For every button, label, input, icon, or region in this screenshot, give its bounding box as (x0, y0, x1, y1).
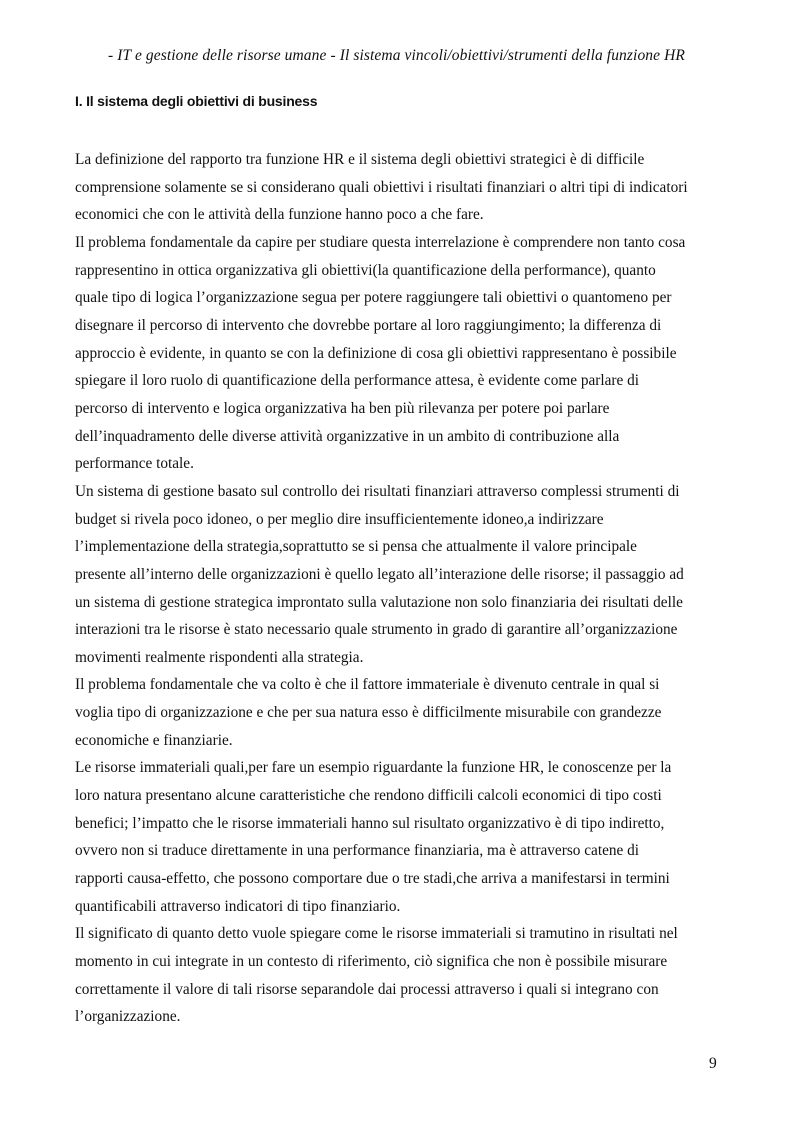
body-line: Le risorse immateriali quali,per fare un esempio riguardante la funzione HR, le conoscenze per la (75, 759, 672, 777)
body-line: budget si rivela poco idoneo, o per meglio dire insufficientemente idoneo,a indirizzare (75, 510, 604, 528)
section-title: I. Il sistema degli obiettivi di business (75, 93, 318, 109)
body-line: voglia tipo di organizzazione e che per sua natura esso è difficilmente misurabile con grandezze (75, 704, 662, 722)
body-line: l’organizzazione. (75, 1008, 181, 1026)
body-line: correttamente il valore di tali risorse separandole dai processi attraverso i quali si integrano con (75, 980, 659, 998)
body-line: quantificabili attraverso indicatori di tipo finanziario. (75, 897, 401, 915)
body-line: La definizione del rapporto tra funzione HR e il sistema degli obiettivi strategici è di difficile (75, 151, 645, 168)
body-line: performance totale. (75, 455, 194, 473)
body-line: l’implementazione della strategia,soprattutto se si pensa che attualmente il valore principale (75, 538, 637, 556)
body-line: approccio è evidente, in quanto se con la definizione di cosa gli obiettivi rappresentano è possibile (75, 344, 677, 362)
body-line: economici che con le attività della funzione hanno poco a che fare. (75, 206, 484, 224)
body-line: Il significato di quanto detto vuole spiegare come le risorse immateriali si tramutino in risultati nel (75, 925, 678, 943)
body-line: Il problema fondamentale da capire per studiare questa interrelazione è comprendere non tanto cosa (75, 233, 686, 251)
body-line: quale tipo di logica l’organizzazione segua per potere raggiungere tali obiettivi o quantomeno per (75, 289, 672, 307)
body-line: rapporti causa-effetto, che possono comportare due o tre stadi,che arriva a manifestarsi in termini (75, 870, 670, 888)
body-line: benefici; l’impatto che le risorse immateriali hanno sul risultato organizzativo è di tipo indiretto, (75, 814, 665, 832)
body-text (75, 146, 725, 1031)
body-line: interazioni tra le risorse è stato necessario quale strumento in grado di garantire all’organizzazione (75, 621, 678, 639)
page-number: 9 (709, 1055, 717, 1072)
body-line: economiche e finanziarie. (75, 731, 233, 749)
body-line: momento in cui integrate in un contesto di riferimento, ciò significa che non è possibile misurare (75, 953, 668, 971)
body-line: ovvero non si traduce direttamente in una performance finanziaria, ma è attraverso catene di (75, 842, 640, 860)
body-line: spiegare il loro ruolo di quantificazione della performance attesa, è evidente come parlare di (75, 372, 640, 390)
body-line: dell’inquadramento delle diverse attività organizzative in un ambito di contribuzione alla (75, 427, 620, 445)
body-line: un sistema di gestione strategica improntato sulla valutazione non solo finanziaria dei risultati delle (75, 593, 683, 611)
body-line: loro natura presentano alcune caratteristiche che rendono difficili calcoli economici di tipo costi (75, 787, 662, 805)
body-line: comprensione solamente se si considerano quali obiettivi i risultati finanziari o altri tipi di indicatori (75, 178, 688, 196)
body-line: Il problema fondamentale che va colto è che il fattore immateriale è divenuto centrale in qual si (75, 676, 660, 694)
body-line: movimenti realmente rispondenti alla strategia. (75, 648, 364, 666)
body-line: presente all’interno delle organizzazioni è quello legato all’interazione delle risorse; il passaggio ad (75, 565, 684, 583)
body-line: percorso di intervento e logica organizzativa ha ben più rilevanza per potere poi parlare (75, 399, 610, 417)
body-line: rappresentino in ottica organizzativa gli obiettivi(la quantificazione della performance), quanto (75, 261, 656, 279)
body-line: Un sistema di gestione basato sul controllo dei risultati finanziari attraverso complessi strumenti di (75, 482, 680, 500)
body-line: disegnare il percorso di intervento che dovrebbe portare al loro raggiungimento; la differenza di (75, 316, 662, 334)
running-header: - IT e gestione delle risorse umane - Il sistema vincoli/obiettivi/strumenti della funzione HR (108, 47, 685, 64)
